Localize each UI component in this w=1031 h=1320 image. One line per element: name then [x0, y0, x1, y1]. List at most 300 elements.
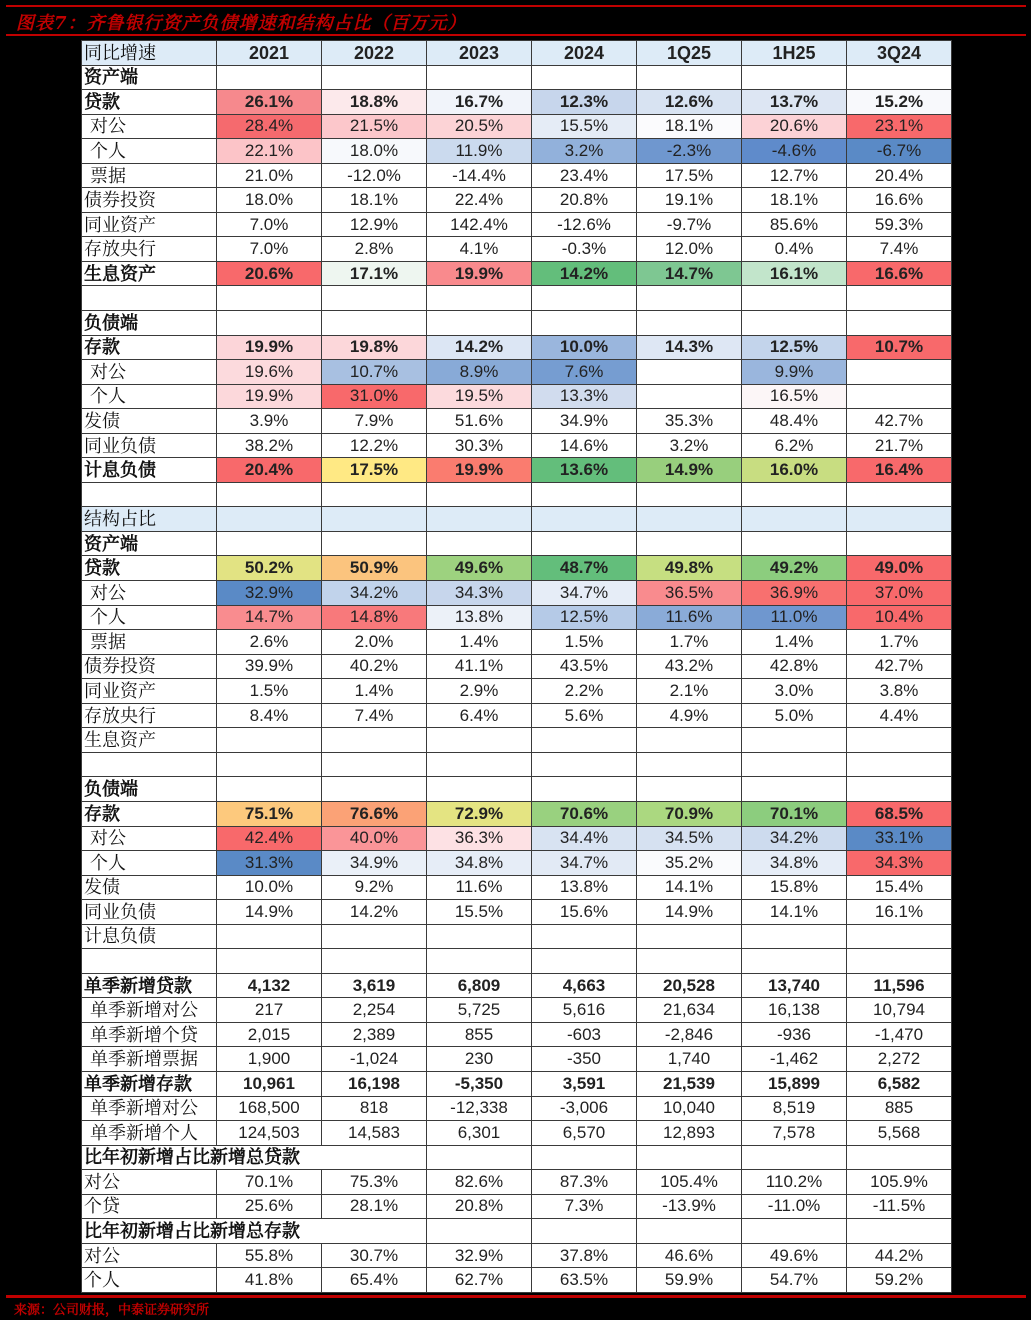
table-row	[82, 188, 952, 213]
cell-value: 19.6%	[217, 360, 322, 385]
row-label: 存款	[82, 335, 217, 360]
cell-value: 12.5%	[742, 335, 847, 360]
cell-value: 15.2%	[847, 90, 952, 115]
cell-value: 41.1%	[427, 654, 532, 679]
cell-value	[532, 1219, 637, 1244]
cell-value: 14,583	[322, 1121, 427, 1146]
cell-value: 11.6%	[427, 875, 532, 900]
row-label: 对公	[82, 826, 217, 851]
cell-value: 19.8%	[322, 335, 427, 360]
cell-value: 49.0%	[847, 556, 952, 581]
header-label: 同比增速	[82, 41, 217, 66]
cell-value: 110.2%	[742, 1170, 847, 1195]
row-label: 发债	[82, 409, 217, 434]
cell-value: -936	[742, 1022, 847, 1047]
row-label: 比年初新增占比新增总存款	[82, 1219, 427, 1244]
cell-value: -3,006	[532, 1096, 637, 1121]
cell-value	[742, 1145, 847, 1170]
cell-value: 21,634	[637, 998, 742, 1023]
row-label: 单季新增贷款	[82, 973, 217, 998]
cell-value: 3.8%	[847, 679, 952, 704]
cell-value: 12.9%	[322, 212, 427, 237]
table-row	[82, 237, 952, 262]
cell-value: 42.4%	[217, 826, 322, 851]
cell-value: 1.4%	[322, 679, 427, 704]
cell-value	[742, 311, 847, 336]
cell-value: 14.2%	[427, 335, 532, 360]
cell-value: 21.5%	[322, 114, 427, 139]
cell-value: -12.6%	[532, 212, 637, 237]
cell-value: 13.8%	[427, 605, 532, 630]
table-row	[82, 433, 952, 458]
cell-value	[847, 949, 952, 974]
cell-value	[847, 777, 952, 802]
table-row	[82, 90, 952, 115]
top-rule	[6, 5, 1026, 7]
cell-value: 5,725	[427, 998, 532, 1023]
cell-value: 15.5%	[532, 114, 637, 139]
cell-value	[847, 1145, 952, 1170]
cell-value: 37.0%	[847, 581, 952, 606]
cell-value: 35.3%	[637, 409, 742, 434]
table-row	[82, 384, 952, 409]
cell-value: 12.2%	[322, 433, 427, 458]
cell-value: -2,846	[637, 1022, 742, 1047]
row-label: 贷款	[82, 90, 217, 115]
table-row	[82, 409, 952, 434]
cell-value: 14.2%	[532, 261, 637, 286]
cell-value: 2.6%	[217, 630, 322, 655]
cell-value: 87.3%	[532, 1170, 637, 1195]
cell-value	[742, 752, 847, 777]
cell-value: 8,519	[742, 1096, 847, 1121]
cell-value: 855	[427, 1022, 532, 1047]
cell-value: -603	[532, 1022, 637, 1047]
table-row	[82, 900, 952, 925]
cell-value	[637, 384, 742, 409]
row-label: 对公	[82, 114, 217, 139]
cell-value: 6.2%	[742, 433, 847, 458]
cell-value	[322, 311, 427, 336]
cell-value: 10,794	[847, 998, 952, 1023]
cell-value: 13,740	[742, 973, 847, 998]
cell-value	[637, 949, 742, 974]
cell-value: -6.7%	[847, 139, 952, 164]
row-label: 负债端	[82, 777, 217, 802]
cell-value: 34.3%	[847, 851, 952, 876]
table-row	[82, 1145, 952, 1170]
cell-value	[427, 531, 532, 556]
figure-title: 图表7：齐鲁银行资产负债增速和结构占比（百万元）	[16, 13, 467, 34]
cell-value: 50.2%	[217, 556, 322, 581]
cell-value: 9.9%	[742, 360, 847, 385]
cell-value: 30.3%	[427, 433, 532, 458]
cell-value: 15.8%	[742, 875, 847, 900]
cell-value: 41.8%	[217, 1268, 322, 1293]
row-label: 存放央行	[82, 237, 217, 262]
cell-value: 20.8%	[427, 1194, 532, 1219]
cell-value: -2.3%	[637, 139, 742, 164]
cell-value	[742, 482, 847, 507]
cell-value: 5.6%	[532, 703, 637, 728]
table-row	[82, 1121, 952, 1146]
cell-value: 16.7%	[427, 90, 532, 115]
cell-value	[532, 924, 637, 949]
table-row	[82, 261, 952, 286]
cell-value: 2.2%	[532, 679, 637, 704]
table-row	[82, 1219, 952, 1244]
cell-value	[637, 360, 742, 385]
cell-value	[427, 311, 532, 336]
cell-value: 23.1%	[847, 114, 952, 139]
cell-value: 4,132	[217, 973, 322, 998]
row-label	[82, 752, 217, 777]
cell-value: 59.9%	[637, 1268, 742, 1293]
row-label: 对公	[82, 1243, 217, 1268]
table-row	[82, 482, 952, 507]
table-row	[82, 581, 952, 606]
cell-value	[427, 482, 532, 507]
cell-value: -1,462	[742, 1047, 847, 1072]
cell-value: 105.4%	[637, 1170, 742, 1195]
row-label: 单季新增票据	[82, 1047, 217, 1072]
cell-value: 42.7%	[847, 409, 952, 434]
cell-value: 9.2%	[322, 875, 427, 900]
row-label: 存放央行	[82, 703, 217, 728]
row-label	[82, 949, 217, 974]
cell-value	[322, 531, 427, 556]
cell-value: 49.6%	[427, 556, 532, 581]
cell-value	[532, 728, 637, 753]
cell-value	[637, 507, 742, 532]
cell-value: 16.6%	[847, 188, 952, 213]
cell-value: -1,470	[847, 1022, 952, 1047]
cell-value: -14.4%	[427, 163, 532, 188]
column-header: 1Q25	[637, 41, 742, 66]
cell-value: 10,961	[217, 1071, 322, 1096]
table-row	[82, 507, 952, 532]
cell-value: -13.9%	[637, 1194, 742, 1219]
data-table	[81, 40, 952, 1293]
cell-value	[637, 531, 742, 556]
cell-value: 34.7%	[532, 851, 637, 876]
cell-value: 10.0%	[532, 335, 637, 360]
cell-value: 14.1%	[637, 875, 742, 900]
cell-value: 34.7%	[532, 581, 637, 606]
cell-value: 21,539	[637, 1071, 742, 1096]
cell-value: 7.6%	[532, 360, 637, 385]
table-row	[82, 212, 952, 237]
cell-value: 19.9%	[217, 384, 322, 409]
cell-value: 16.1%	[742, 261, 847, 286]
cell-value: 14.7%	[637, 261, 742, 286]
cell-value: 4,663	[532, 973, 637, 998]
cell-value: 48.4%	[742, 409, 847, 434]
cell-value	[637, 482, 742, 507]
cell-value	[742, 949, 847, 974]
table-row	[82, 752, 952, 777]
cell-value: 70.9%	[637, 801, 742, 826]
cell-value: 1.7%	[637, 630, 742, 655]
cell-value: 16.6%	[847, 261, 952, 286]
cell-value: 51.6%	[427, 409, 532, 434]
cell-value: 8.4%	[217, 703, 322, 728]
table-row	[82, 65, 952, 90]
cell-value: 12.3%	[532, 90, 637, 115]
table-row	[82, 311, 952, 336]
row-label: 对公	[82, 360, 217, 385]
cell-value: 11.9%	[427, 139, 532, 164]
cell-value	[427, 286, 532, 311]
cell-value	[322, 949, 427, 974]
table-row	[82, 531, 952, 556]
cell-value: 1.4%	[427, 630, 532, 655]
cell-value: 2,015	[217, 1022, 322, 1047]
cell-value: 19.9%	[427, 458, 532, 483]
cell-value: 36.5%	[637, 581, 742, 606]
cell-value	[322, 752, 427, 777]
cell-value	[322, 507, 427, 532]
cell-value: 3.0%	[742, 679, 847, 704]
cell-value: 7.4%	[322, 703, 427, 728]
table-row	[82, 630, 952, 655]
row-label: 资产端	[82, 531, 217, 556]
table-row	[82, 949, 952, 974]
column-header: 2024	[532, 41, 637, 66]
cell-value: 2.0%	[322, 630, 427, 655]
bottom-rule	[6, 1295, 1026, 1298]
cell-value: 32.9%	[217, 581, 322, 606]
cell-value: 34.8%	[742, 851, 847, 876]
cell-value	[427, 752, 532, 777]
row-label: 对公	[82, 581, 217, 606]
cell-value: 14.2%	[322, 900, 427, 925]
cell-value	[847, 384, 952, 409]
cell-value	[322, 777, 427, 802]
cell-value: 0.4%	[742, 237, 847, 262]
cell-value: 4.9%	[637, 703, 742, 728]
cell-value: -9.7%	[637, 212, 742, 237]
cell-value: 1.5%	[217, 679, 322, 704]
cell-value: 43.5%	[532, 654, 637, 679]
cell-value: 46.6%	[637, 1243, 742, 1268]
cell-value: 4.4%	[847, 703, 952, 728]
row-label: 生息资产	[82, 261, 217, 286]
cell-value: 34.4%	[532, 826, 637, 851]
cell-value: 20.5%	[427, 114, 532, 139]
cell-value: 15.4%	[847, 875, 952, 900]
table-row	[82, 777, 952, 802]
cell-value	[742, 531, 847, 556]
cell-value: 11.6%	[637, 605, 742, 630]
table-row	[82, 286, 952, 311]
cell-value: 12.0%	[637, 237, 742, 262]
cell-value: 885	[847, 1096, 952, 1121]
cell-value: 20.6%	[217, 261, 322, 286]
cell-value	[742, 924, 847, 949]
cell-value: 40.2%	[322, 654, 427, 679]
cell-value: 72.9%	[427, 801, 532, 826]
table-row	[82, 556, 952, 581]
cell-value: 2.8%	[322, 237, 427, 262]
row-label: 对公	[82, 1170, 217, 1195]
table-row	[82, 335, 952, 360]
cell-value	[637, 286, 742, 311]
table-row	[82, 458, 952, 483]
cell-value	[847, 752, 952, 777]
cell-value: 3.2%	[532, 139, 637, 164]
table-row	[82, 973, 952, 998]
cell-value: 30.7%	[322, 1243, 427, 1268]
cell-value: 38.2%	[217, 433, 322, 458]
cell-value: 32.9%	[427, 1243, 532, 1268]
cell-value	[847, 286, 952, 311]
table-row	[82, 1022, 952, 1047]
cell-value: 5,616	[532, 998, 637, 1023]
cell-value	[532, 507, 637, 532]
cell-value	[322, 286, 427, 311]
cell-value: 20.6%	[742, 114, 847, 139]
cell-value	[847, 507, 952, 532]
row-label: 个人	[82, 851, 217, 876]
cell-value: -11.5%	[847, 1194, 952, 1219]
row-label: 计息负债	[82, 458, 217, 483]
cell-value: 75.3%	[322, 1170, 427, 1195]
cell-value: 25.6%	[217, 1194, 322, 1219]
cell-value	[532, 777, 637, 802]
cell-value: 14.1%	[742, 900, 847, 925]
cell-value	[217, 507, 322, 532]
cell-value: 33.1%	[847, 826, 952, 851]
cell-value: 6.4%	[427, 703, 532, 728]
cell-value: 28.1%	[322, 1194, 427, 1219]
row-label: 债券投资	[82, 188, 217, 213]
cell-value	[532, 531, 637, 556]
cell-value	[427, 65, 532, 90]
cell-value	[637, 311, 742, 336]
cell-value	[217, 482, 322, 507]
cell-value	[637, 924, 742, 949]
table-row	[82, 801, 952, 826]
cell-value: 19.9%	[427, 261, 532, 286]
cell-value	[217, 752, 322, 777]
cell-value: 28.4%	[217, 114, 322, 139]
cell-value: 18.1%	[637, 114, 742, 139]
row-label: 同业负债	[82, 900, 217, 925]
cell-value: 76.6%	[322, 801, 427, 826]
cell-value: 26.1%	[217, 90, 322, 115]
cell-value: 16,198	[322, 1071, 427, 1096]
cell-value: 11.0%	[742, 605, 847, 630]
cell-value: -4.6%	[742, 139, 847, 164]
cell-value: 20,528	[637, 973, 742, 998]
cell-value: 59.2%	[847, 1268, 952, 1293]
cell-value: 818	[322, 1096, 427, 1121]
cell-value: 75.1%	[217, 801, 322, 826]
cell-value: 14.8%	[322, 605, 427, 630]
cell-value: 10.0%	[217, 875, 322, 900]
cell-value: 2,254	[322, 998, 427, 1023]
cell-value: 49.2%	[742, 556, 847, 581]
row-label: 单季新增存款	[82, 1071, 217, 1096]
cell-value: 31.3%	[217, 851, 322, 876]
row-label: 个人	[82, 139, 217, 164]
cell-value	[427, 924, 532, 949]
cell-value: -5,350	[427, 1071, 532, 1096]
cell-value: 42.7%	[847, 654, 952, 679]
cell-value: 2,272	[847, 1047, 952, 1072]
cell-value	[322, 65, 427, 90]
cell-value: 7.3%	[532, 1194, 637, 1219]
cell-value: 1,900	[217, 1047, 322, 1072]
table-row	[82, 1071, 952, 1096]
cell-value: 48.7%	[532, 556, 637, 581]
cell-value	[742, 728, 847, 753]
cell-value: 18.1%	[322, 188, 427, 213]
cell-value: -11.0%	[742, 1194, 847, 1219]
cell-value: 13.8%	[532, 875, 637, 900]
cell-value: 21.7%	[847, 433, 952, 458]
row-label: 比年初新增占比新增总贷款	[82, 1145, 427, 1170]
cell-value: 16.0%	[742, 458, 847, 483]
cell-value: 14.9%	[217, 900, 322, 925]
row-label: 发债	[82, 875, 217, 900]
cell-value	[532, 482, 637, 507]
row-label: 单季新增对公	[82, 998, 217, 1023]
row-label: 同业资产	[82, 679, 217, 704]
table-row	[82, 1268, 952, 1293]
cell-value: 3,619	[322, 973, 427, 998]
cell-value: 18.0%	[217, 188, 322, 213]
cell-value: 34.9%	[322, 851, 427, 876]
row-label: 票据	[82, 630, 217, 655]
row-label: 计息负债	[82, 924, 217, 949]
cell-value: 7.9%	[322, 409, 427, 434]
row-label: 个人	[82, 1268, 217, 1293]
cell-value: 36.3%	[427, 826, 532, 851]
row-label: 贷款	[82, 556, 217, 581]
cell-value: 54.7%	[742, 1268, 847, 1293]
cell-value	[847, 531, 952, 556]
cell-value: 16.5%	[742, 384, 847, 409]
cell-value: 35.2%	[637, 851, 742, 876]
cell-value	[217, 924, 322, 949]
cell-value: 34.5%	[637, 826, 742, 851]
cell-value: 16.4%	[847, 458, 952, 483]
cell-value: 17.1%	[322, 261, 427, 286]
cell-value	[322, 728, 427, 753]
row-label: 债券投资	[82, 654, 217, 679]
table-row	[82, 605, 952, 630]
cell-value	[427, 1145, 532, 1170]
row-label: 同业资产	[82, 212, 217, 237]
table-row	[82, 679, 952, 704]
cell-value: 12,893	[637, 1121, 742, 1146]
cell-value	[742, 286, 847, 311]
cell-value: 14.9%	[637, 900, 742, 925]
cell-value: 6,582	[847, 1071, 952, 1096]
cell-value: 34.2%	[322, 581, 427, 606]
cell-value: 1.5%	[532, 630, 637, 655]
cell-value	[847, 65, 952, 90]
cell-value: 4.1%	[427, 237, 532, 262]
table-row	[82, 703, 952, 728]
cell-value: 168,500	[217, 1096, 322, 1121]
cell-value: 10,040	[637, 1096, 742, 1121]
cell-value: 34.8%	[427, 851, 532, 876]
cell-value: 70.1%	[742, 801, 847, 826]
cell-value: -12.0%	[322, 163, 427, 188]
